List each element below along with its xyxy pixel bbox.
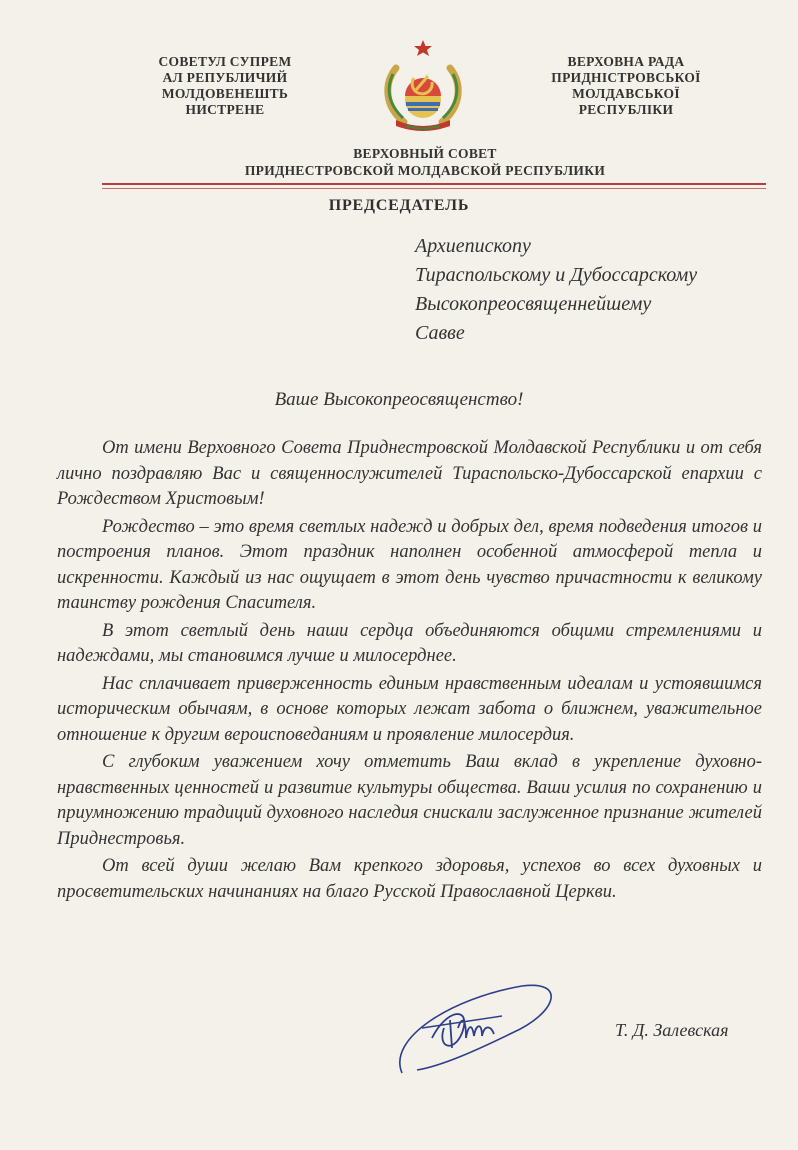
addressee-line: Архиепископу — [415, 235, 531, 257]
addressee-line: Тираспольскому и Дубоссарскому — [415, 264, 698, 286]
chairman-title: ПРЕДСЕДАТЕЛЬ — [328, 197, 470, 214]
addressee-line: Высокопреосвященнейшему — [415, 293, 652, 315]
header-left-line: МОЛДОВЕНЕШТЬ — [161, 86, 289, 101]
body-paragraph: От всей души желаю Вам крепкого здоровья, успехов во всех духовных и просветительских начинаниях на благо Русской Православной Церкви. — [57, 856, 762, 902]
header-right-line: ПРИДНІСТРОВСЬКОЇ — [551, 70, 701, 85]
body-paragraph: В этот светлый день наши сердца объединяются общими стремлениями и надеждами, мы становимся лучше и милосерднее. — [57, 620, 762, 666]
header-left-line: АЛ РЕПУБЛИЧИЙ — [162, 70, 288, 85]
header-right-line: РЕСПУБЛІКИ — [578, 102, 674, 117]
red-star-icon — [414, 40, 432, 56]
header-right-ukrainian — [536, 54, 716, 118]
council-line: ВЕРХОВНЫЙ СОВЕТ — [353, 146, 497, 161]
body-paragraph: С глубоким уважением хочу отметить Ваш вклад в укрепление духовно-нравственных ценностей и развитие культуры общества. Ваши усилия по сохранению и приумножению традиций духовного наследия снискали заслуженное признание жителей Приднестровья. — [57, 752, 762, 849]
header-right-line: МОЛДАВСЬКОЇ — [572, 86, 680, 101]
addressee-line: Савве — [415, 322, 465, 344]
body-paragraph: Нас сплачивает приверженность единым нравственным идеалам и устоявшимся историческим обычаям, в основе которых лежат забота о ближнем, уважительное отношение к другим вероисповеданиям и проявление милосердия. — [57, 673, 762, 745]
body-paragraph: Рождество – это время светлых надежд и добрых дел, время подведения итогов и построения планов. Этот праздник наполнен особенной атмосферой тепла и искренности. Каждый из нас ощущает в этот день чувство причастности к великому таинству рождения Спасителя. — [57, 516, 762, 613]
header-left-line: НИСТРЕНЕ — [185, 102, 265, 117]
signer-name: Т. Д. Залевская — [615, 1020, 729, 1040]
body-paragraph: От имени Верховного Совета Приднестровской Молдавской Республики и от себя лично поздравляю Вас и священнослужителей Тираспольско-Дубоссарской епархии с Рождеством Христовым! — [57, 438, 762, 509]
handwritten-signature — [392, 978, 562, 1088]
salutation: Ваше Высокопреосвященство! — [274, 389, 524, 410]
letter-body — [57, 436, 762, 907]
coat-of-arms-emblem — [376, 38, 470, 134]
header-left-line: СОВЕТУЛ СУПРЕМ — [158, 54, 292, 69]
council-line: ПРИДНЕСТРОВСКОЙ МОЛДАВСКОЙ РЕСПУБЛИКИ — [244, 163, 606, 178]
council-name — [150, 145, 700, 179]
addressee-block — [415, 232, 697, 348]
header-left-moldovan — [140, 54, 310, 118]
header-right-line: ВЕРХОВНА РАДА — [567, 54, 685, 69]
header-divider — [102, 183, 766, 193]
